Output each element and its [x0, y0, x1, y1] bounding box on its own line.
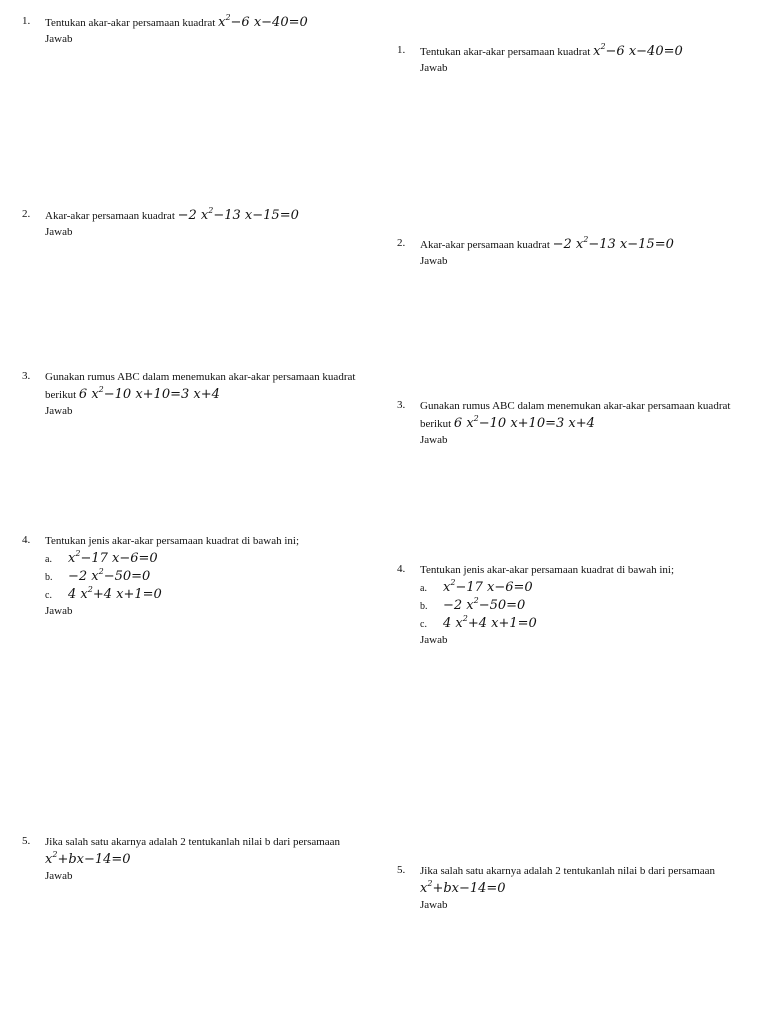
- question-4: [22, 533, 362, 619]
- sub-question-list: [45, 550, 362, 604]
- answer-label: Jawab: [420, 62, 448, 74]
- equation: 6 $x^2-10$ x+10=3 x+4: [453, 414, 595, 431]
- question-text: Akar-akar persamaan kuadrat: [420, 239, 550, 251]
- question-text: Jika salah satu akarnya adalah 2 tentukanlah nilai b dari persamaan: [45, 836, 341, 848]
- question-text: Tentukan jenis akar-akar persamaan kuadrat di bawah ini;: [420, 564, 675, 576]
- question-text: Akar-akar persamaan kuadrat: [45, 210, 175, 222]
- sub-question-a: a. $x^2-17$ x−6=0: [420, 578, 533, 595]
- question-number: 5.: [397, 864, 406, 876]
- question-3: [397, 398, 762, 448]
- question-text: Gunakan rumus ABC dalam menemukan akar-akar persamaan kuadrat berikut: [420, 400, 731, 430]
- question-number: 5.: [22, 835, 31, 847]
- question-text: Tentukan akar-akar persamaan kuadrat: [45, 17, 216, 29]
- answer-label: Jawab: [420, 434, 448, 446]
- question-1: [22, 14, 362, 47]
- sub-question-list: [420, 579, 737, 633]
- question-number: 2.: [397, 237, 406, 249]
- question-number: 3.: [22, 370, 31, 382]
- question-number: 1.: [397, 44, 406, 56]
- question-number: 2.: [22, 208, 31, 220]
- question-text: Tentukan akar-akar persamaan kuadrat: [420, 46, 591, 58]
- answer-label: Jawab: [420, 634, 448, 646]
- equation: $x^2-6$ x−40=0: [218, 13, 308, 30]
- equation: $x^2+bx-14=0$: [45, 850, 131, 867]
- sub-question-b: b. −2 $x^2-50=0$: [45, 567, 151, 584]
- answer-label: Jawab: [45, 870, 73, 882]
- question-text: Tentukan jenis akar-akar persamaan kuadrat di bawah ini;: [45, 535, 300, 547]
- question-5: [397, 863, 737, 913]
- worksheet-left-column: [0, 0, 356, 1024]
- question-1: [397, 43, 737, 76]
- answer-label: Jawab: [45, 226, 73, 238]
- question-text: Jika salah satu akarnya adalah 2 tentukanlah nilai b dari persamaan: [420, 865, 716, 877]
- question-3: [22, 369, 372, 419]
- sub-question-c: c. 4 $x^2+4$ x+1=0: [45, 585, 162, 602]
- answer-label: Jawab: [420, 899, 448, 911]
- answer-label: Jawab: [45, 33, 73, 45]
- question-5: [22, 834, 362, 884]
- equation: −2 $x^2-13$ x−15=0: [177, 206, 299, 223]
- worksheet-right-column: [375, 0, 731, 1024]
- equation: 6 $x^2-10$ x+10=3 x+4: [78, 385, 220, 402]
- question-number: 3.: [397, 399, 406, 411]
- answer-label: Jawab: [45, 605, 73, 617]
- equation: −2 $x^2-13$ x−15=0: [552, 235, 674, 252]
- answer-label: Jawab: [420, 255, 448, 267]
- equation: $x^2-6$ x−40=0: [593, 42, 683, 59]
- sub-question-c: c. 4 $x^2+4$ x+1=0: [420, 614, 537, 631]
- sub-question-a: a. $x^2-17$ x−6=0: [45, 549, 158, 566]
- question-2: [397, 236, 737, 269]
- question-text: Gunakan rumus ABC dalam menemukan akar-akar persamaan kuadrat berikut: [45, 371, 356, 401]
- answer-label: Jawab: [45, 405, 73, 417]
- question-number: 4.: [22, 534, 31, 546]
- sub-question-b: b. −2 $x^2-50=0$: [420, 596, 526, 613]
- question-4: [397, 562, 737, 648]
- question-2: [22, 207, 362, 240]
- question-number: 4.: [397, 563, 406, 575]
- question-number: 1.: [22, 15, 31, 27]
- equation: $x^2+bx-14=0$: [420, 879, 506, 896]
